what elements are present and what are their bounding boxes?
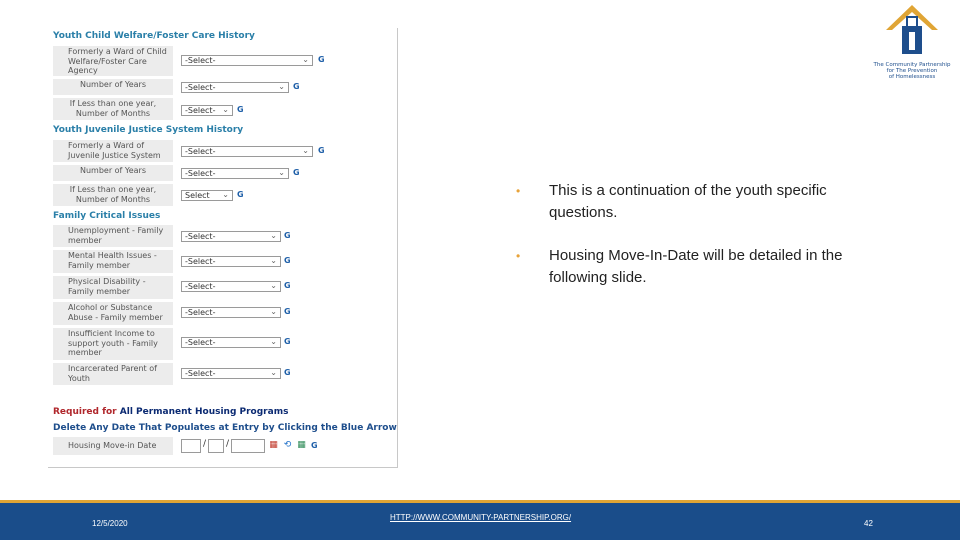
label-physical-disability: Physical Disability - Family member: [53, 276, 173, 299]
g-marker: G: [284, 368, 291, 377]
label-jj-months: If Less than one year, Number of Months: [53, 184, 173, 206]
page-number: 42: [864, 519, 873, 528]
form-screenshot: [48, 28, 398, 468]
move-in-month-input[interactable]: [181, 439, 201, 453]
g-marker: G: [284, 337, 291, 346]
chevron-down-icon: ⌄: [278, 82, 285, 91]
select-cw-years[interactable]: -Select- ⌄: [181, 82, 289, 93]
section-title-juvenile-justice: Youth Juvenile Justice System History: [53, 125, 244, 135]
g-marker: G: [237, 105, 244, 114]
required-note: Required for All Permanent Housing Programs: [53, 407, 289, 417]
house-logo-icon: [884, 2, 940, 58]
calendar-check-icon[interactable]: ▦: [297, 440, 306, 450]
g-marker: G: [293, 168, 300, 177]
logo-line-1: The Community Partnership: [873, 62, 951, 68]
slide-footer: [0, 500, 960, 540]
g-marker: G: [284, 231, 291, 240]
section-title-child-welfare: Youth Child Welfare/Foster Care History: [53, 31, 255, 41]
chevron-down-icon: ⌄: [278, 168, 285, 177]
delete-instruction: Delete Any Date That Populates at Entry by Clicking the Blue Arrow: [53, 423, 397, 433]
bullet-dot-icon: •: [516, 249, 521, 263]
select-substance-abuse[interactable]: -Select- ⌄: [181, 307, 281, 318]
organization-logo: [864, 2, 960, 82]
label-move-in-date: Housing Move-in Date: [53, 437, 173, 455]
chevron-down-icon: ⌄: [302, 146, 309, 155]
select-jj-months[interactable]: Select ⌄: [181, 190, 233, 201]
chevron-down-icon: ⌄: [270, 368, 277, 377]
select-physical-disability[interactable]: -Select- ⌄: [181, 281, 281, 292]
label-ward-child-welfare: Formerly a Ward of Child Welfare/Foster Care Agency: [53, 46, 173, 76]
chevron-down-icon: ⌄: [302, 55, 309, 64]
chevron-down-icon: ⌄: [222, 105, 229, 114]
refresh-arrow-icon[interactable]: ⟲: [283, 440, 292, 450]
g-marker: G: [237, 190, 244, 199]
g-marker: G: [318, 55, 325, 64]
select-ward-child-welfare[interactable]: -Select- ⌄: [181, 55, 313, 66]
chevron-down-icon: ⌄: [270, 337, 277, 346]
date-separator: /: [203, 439, 207, 449]
bullet-text: This is a continuation of the youth specific questions.: [549, 182, 827, 221]
select-ward-juvenile[interactable]: -Select- ⌄: [181, 146, 313, 157]
bullet-item: [516, 245, 890, 289]
required-programs: All Permanent Housing Programs: [119, 407, 289, 417]
footer-stripe: [0, 500, 960, 503]
logo-line-2: for The Prevention: [886, 68, 938, 74]
select-unemployment[interactable]: -Select- ⌄: [181, 231, 281, 242]
label-insufficient-income: Insufficient Income to support youth - Family member: [53, 328, 173, 360]
calendar-icon[interactable]: ▦: [269, 440, 278, 450]
chevron-down-icon: ⌄: [270, 307, 277, 316]
move-in-year-input[interactable]: [231, 439, 265, 453]
select-incarcerated-parent[interactable]: -Select- ⌄: [181, 368, 281, 379]
g-marker: G: [284, 281, 291, 290]
chevron-down-icon: ⌄: [222, 190, 229, 199]
chevron-down-icon: ⌄: [270, 231, 277, 240]
g-marker: G: [284, 307, 291, 316]
chevron-down-icon: ⌄: [270, 281, 277, 290]
move-in-day-input[interactable]: [208, 439, 224, 453]
g-marker: G: [311, 441, 318, 450]
label-incarcerated-parent: Incarcerated Parent of Youth: [53, 363, 173, 385]
select-mental-health[interactable]: -Select- ⌄: [181, 256, 281, 267]
g-marker: G: [293, 82, 300, 91]
label-jj-years: Number of Years: [53, 165, 173, 181]
footer-date: 12/5/2020: [92, 519, 128, 528]
footer-url-link[interactable]: HTTP://WWW.COMMUNITY-PARTNERSHIP.ORG/: [390, 513, 572, 522]
bullet-text: Housing Move-In-Date will be detailed in the following slide.: [549, 247, 843, 286]
date-separator: /: [226, 439, 230, 449]
label-cw-months: If Less than one year, Number of Months: [53, 98, 173, 120]
bullet-item: [516, 180, 890, 224]
label-mental-health: Mental Health Issues - Family member: [53, 250, 173, 273]
label-substance-abuse: Alcohol or Substance Abuse - Family member: [53, 302, 173, 325]
select-cw-months[interactable]: -Select- ⌄: [181, 105, 233, 116]
select-jj-years[interactable]: -Select- ⌄: [181, 168, 289, 179]
label-cw-years: Number of Years: [53, 79, 173, 95]
select-insufficient-income[interactable]: -Select- ⌄: [181, 337, 281, 348]
chevron-down-icon: ⌄: [270, 256, 277, 265]
label-ward-juvenile: Formerly a Ward of Juvenile Justice System: [53, 140, 173, 162]
g-marker: G: [318, 146, 325, 155]
g-marker: G: [284, 256, 291, 265]
section-title-family-issues: Family Critical Issues: [53, 211, 161, 221]
bullet-dot-icon: •: [516, 184, 521, 198]
label-unemployment: Unemployment - Family member: [53, 225, 173, 247]
logo-line-3: of Homelessness: [888, 74, 936, 80]
